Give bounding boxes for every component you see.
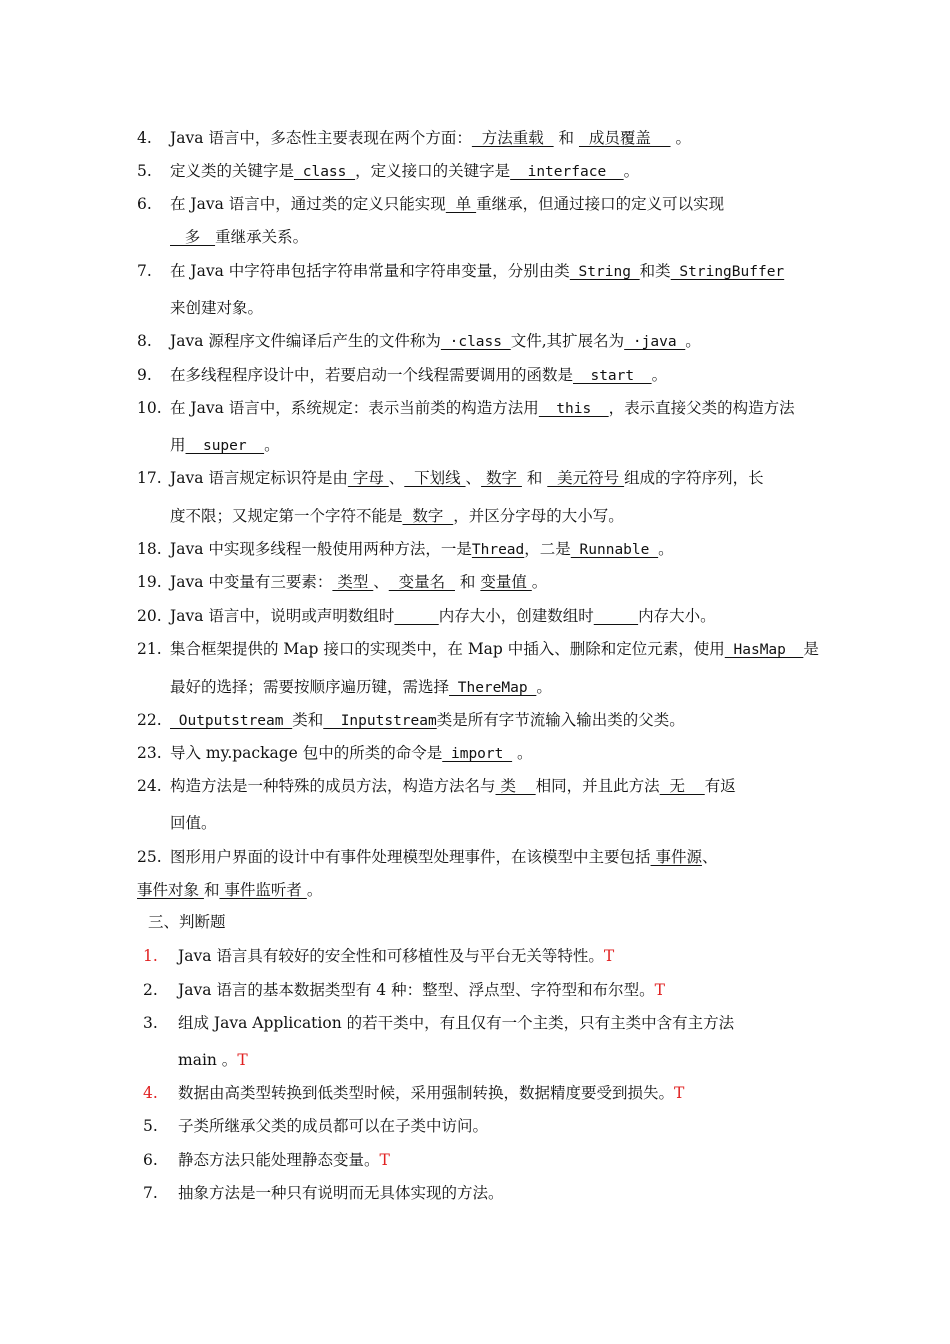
answer-blank — [394, 607, 438, 625]
fill-in-text — [170, 538, 674, 561]
question-text: Java 中实现多线程一般使用两种方法，一是 — [170, 540, 472, 558]
fill-in-text — [170, 330, 701, 353]
fill-in-text — [170, 127, 691, 149]
section-title-judgement: 三、判断题 — [148, 913, 226, 931]
answer-blank: HasMap — [724, 642, 804, 658]
answer-mark: T — [654, 981, 665, 999]
answer-blank: Outputstream — [170, 713, 293, 729]
question-text: 。 — [536, 678, 552, 696]
answer-blank: super — [185, 438, 265, 454]
fill-in-text — [170, 467, 764, 489]
question-text: 内存大小。 — [638, 607, 716, 625]
question-text: 是 — [803, 640, 819, 658]
judge-text — [178, 1149, 390, 1171]
answer-blank: 成员覆盖 — [578, 129, 671, 147]
question-text: 相同，并且此方法 — [535, 777, 660, 795]
judge-number: 3. — [143, 1014, 158, 1032]
judge-number: 2. — [143, 981, 158, 999]
question-text: 和 — [521, 469, 548, 487]
judge-text — [178, 1182, 504, 1204]
answer-blank: 单 — [445, 195, 477, 213]
answer-blank: 方法重载 — [471, 129, 554, 147]
question-text: 。 — [306, 881, 323, 899]
question-text: 和 — [454, 573, 481, 591]
fill-in-number: 22. — [137, 711, 162, 729]
judge-number: 7. — [143, 1184, 158, 1202]
fill-in-number: 10. — [137, 399, 162, 417]
judge-text — [178, 945, 614, 967]
answer-mark: T — [379, 1151, 390, 1169]
question-text: ，表示直接父类的构造方法 — [608, 399, 795, 417]
answer-blank: 变量名 — [388, 573, 455, 591]
question-text: 类是所有字节流输入输出类的父类。 — [436, 711, 685, 729]
fill-in-text — [170, 638, 819, 661]
question-text: 用 — [170, 436, 186, 454]
question-text: 度不限；又规定第一个字符不能是 — [170, 507, 403, 525]
question-text: ，定义接口的关键字是 — [355, 162, 511, 180]
question-text: 回值。 — [170, 814, 217, 832]
fill-in-number: 7. — [137, 262, 152, 280]
question-text: 文件,其扩展名为 — [510, 332, 625, 350]
question-text: Java 中变量有三要素： — [170, 573, 333, 591]
question-text: 定义类的关键字是 — [170, 162, 295, 180]
fill-in-number: 18. — [137, 540, 162, 558]
answer-blank: 数字 — [402, 507, 454, 525]
fill-in-number: 19. — [137, 573, 162, 591]
fill-in-number: 20. — [137, 607, 162, 625]
answer-blank: 事件对象 — [137, 881, 204, 899]
answer-blank: Runnable — [570, 542, 659, 558]
fill-in-number: 24. — [137, 777, 162, 795]
answer-blank: 类型 — [332, 573, 374, 591]
question-text: 构造方法是一种特殊的成员方法，构造方法名与 — [170, 777, 496, 795]
question-text: Java 语言规定标识符是由 — [170, 469, 348, 487]
fill-in-text — [170, 846, 717, 868]
fill-in-text — [170, 676, 552, 699]
answer-blank: interface — [510, 164, 624, 180]
question-text: 。 — [658, 540, 674, 558]
judge-text — [178, 1115, 488, 1137]
answer-blank: this — [538, 401, 609, 417]
fill-in-text — [170, 226, 308, 248]
answer-mark: T — [237, 1051, 248, 1069]
question-text: ，并区分字母的大小写。 — [453, 507, 624, 525]
fill-in-text — [170, 605, 716, 627]
fill-in-number: 17. — [137, 469, 162, 487]
question-text: 。 — [670, 129, 691, 147]
fill-in-text — [170, 505, 624, 527]
judge-text — [178, 979, 665, 1001]
fill-in-text — [137, 879, 322, 901]
question-text: 和 — [203, 881, 220, 899]
fill-in-number: 5. — [137, 162, 152, 180]
question-text: 。 — [531, 573, 548, 591]
question-text: ，二是 — [524, 540, 571, 558]
question-text: 导入 my.package 包中的所类的命令是 — [170, 744, 443, 762]
fill-in-number: 23. — [137, 744, 162, 762]
judge-number: 5. — [143, 1117, 158, 1135]
question-text: 、 — [388, 469, 405, 487]
question-text: 。 — [512, 744, 533, 762]
answer-blank: StringBuffer — [670, 264, 785, 280]
answer-blank: 下划线 — [404, 469, 466, 487]
question-text: 重继承，但通过接口的定义可以实现 — [476, 195, 725, 213]
answer-blank: class — [294, 164, 356, 180]
answer-blank: 美元符号 — [547, 469, 625, 487]
question-text: 数据由高类型转换到低类型时候，采用强制转换，数据精度要受到损失。 — [178, 1084, 675, 1102]
question-text: Java 语言的基本数据类型有 4 种：整型、浮点型、字符型和布尔型。 — [178, 981, 655, 999]
fill-in-text — [170, 434, 280, 457]
question-text: Java 语言具有较好的安全性和可移植性及与平台无关等特性。 — [178, 947, 604, 965]
answer-blank: 数字 — [481, 469, 522, 487]
question-text: 集合框架提供的 Map 接口的实现类中，在 Map 中插入、删除和定位元素，使用 — [170, 640, 725, 658]
question-text: 有返 — [704, 777, 736, 795]
answer-blank: ·class — [440, 334, 511, 350]
answer-blank: ·java — [624, 334, 686, 350]
question-text: 在 Java 语言中，通过类的定义只能实现 — [170, 195, 446, 213]
fill-in-number: 6. — [137, 195, 152, 213]
question-text: 在多线程程序设计中，若要启动一个线程需要调用的函数是 — [170, 366, 574, 384]
question-text: 类和 — [292, 711, 324, 729]
judge-text — [178, 1049, 248, 1071]
question-text: 。 — [623, 162, 640, 180]
question-text: 重继承关系。 — [215, 228, 309, 246]
answer-blank: 无 — [659, 777, 705, 795]
question-text: 在 Java 中字符串包括字符串常量和字符串变量，分别由类 — [170, 262, 570, 280]
answer-blank — [594, 607, 638, 625]
answer-blank: 事件源 — [650, 848, 702, 866]
answer-blank: ThereMap — [449, 680, 537, 696]
fill-in-number: 8. — [137, 332, 152, 350]
answer-blank: Inputstream — [323, 713, 437, 729]
fill-in-text — [170, 812, 217, 834]
judge-text — [178, 1082, 684, 1104]
question-text: 内存大小，创建数组时 — [438, 607, 594, 625]
answer-blank: 变量值 — [480, 573, 532, 591]
fill-in-text — [170, 297, 263, 319]
answer-blank: 字母 — [347, 469, 389, 487]
answer-blank: start — [573, 368, 652, 384]
question-text: 组成的字符序列，长 — [624, 469, 764, 487]
question-text: 、 — [701, 848, 718, 866]
question-text: 、 — [373, 573, 389, 591]
fill-in-text — [170, 775, 736, 797]
judge-number: 1. — [143, 947, 158, 965]
question-text: Java 源程序文件编译后产生的文件称为 — [170, 332, 441, 350]
fill-in-text — [170, 193, 724, 215]
question-text: 组成 Java Application 的若干类中，有且仅有一个主类，只有主类中含有主方法 — [178, 1014, 735, 1032]
question-text: 。 — [264, 436, 280, 454]
fill-in-text — [170, 709, 685, 732]
judge-number: 6. — [143, 1151, 158, 1169]
fill-in-number: 4. — [137, 129, 152, 147]
question-text: main 。 — [178, 1051, 238, 1069]
answer-mark: T — [603, 947, 615, 965]
question-text: 子类所继承父类的成员都可以在子类中访问。 — [178, 1117, 489, 1135]
answer-blank: 事件监听者 — [219, 881, 307, 899]
fill-in-text — [170, 571, 547, 593]
question-text: 在 Java 语言中，系统规定：表示当前类的构造方法用 — [170, 399, 539, 417]
answer-blank: String — [569, 264, 640, 280]
question-text: Java 语言中，说明或声明数组时 — [170, 607, 395, 625]
question-text: Java 语言中，多态性主要表现在两个方面： — [170, 129, 472, 147]
answer-blank: 类 — [495, 777, 536, 795]
question-text: 和 — [553, 129, 579, 147]
fill-in-text — [170, 364, 667, 387]
question-text: 抽象方法是一种只有说明而无具体实现的方法。 — [178, 1184, 504, 1202]
fill-in-number: 9. — [137, 366, 152, 384]
answer-blank: Thread — [471, 542, 525, 558]
question-text: 来创建对象。 — [170, 299, 264, 317]
judge-text — [178, 1012, 734, 1034]
fill-in-text — [170, 397, 795, 420]
question-text: 图形用户界面的设计中有事件处理模型处理事件，在该模型中主要包括 — [170, 848, 651, 866]
question-text: 。 — [651, 366, 668, 384]
judge-number: 4. — [143, 1084, 158, 1102]
fill-in-number: 21. — [137, 640, 162, 658]
question-text: 静态方法只能处理静态变量。 — [178, 1151, 380, 1169]
fill-in-number: 25. — [137, 848, 162, 866]
question-text: 、 — [465, 469, 482, 487]
question-text: 最好的选择；需要按顺序遍历键，需选择 — [170, 678, 450, 696]
question-text: 。 — [685, 332, 701, 350]
fill-in-text — [170, 160, 639, 183]
answer-blank: 多 — [170, 228, 216, 246]
answer-blank: import — [442, 746, 513, 762]
answer-mark: T — [674, 1084, 685, 1102]
fill-in-text — [170, 742, 533, 765]
fill-in-text — [170, 260, 784, 283]
question-text: 和类 — [639, 262, 671, 280]
